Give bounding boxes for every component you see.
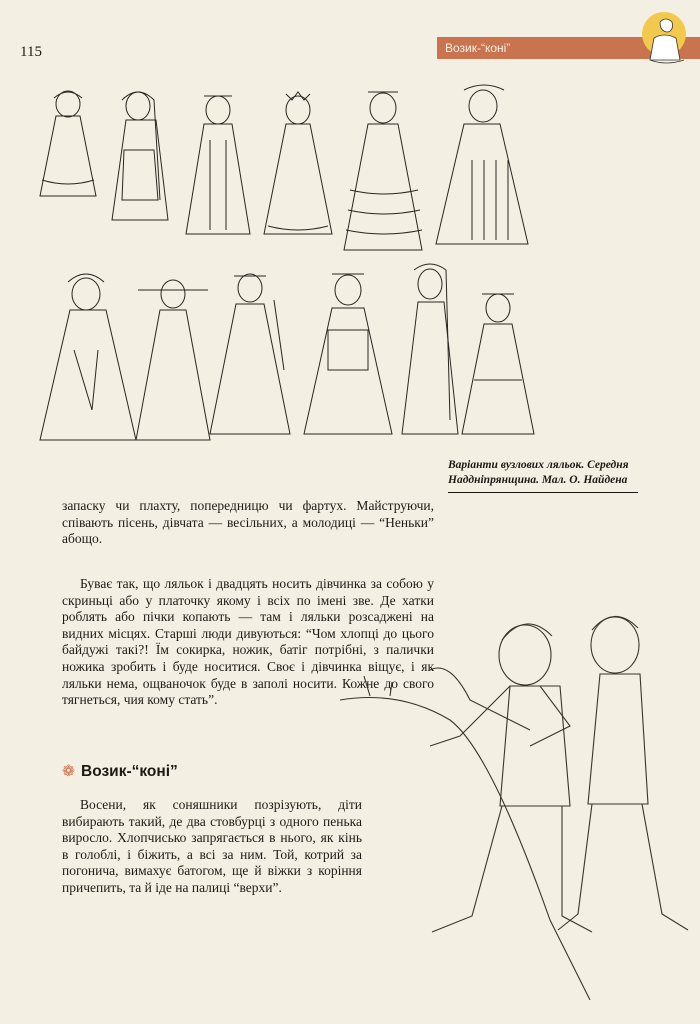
doll-drawing [210,274,290,434]
paragraph: запаску чи плахту, попередницю чи фартух. Майструючи, співають пісень, дівчата — весільних, а молодиці — “Неньки” абощо. [62,498,434,547]
doll-drawing [436,85,528,244]
knot-dolls-illustration [28,80,558,450]
doll-drawing [264,92,332,234]
doll-drawing [40,274,136,440]
paragraph-vozyk [62,797,362,897]
paragraph: Восени, як соняшники позрізують, діти вибирають такий, де два стовбурці з одного пенька виросло. Хлопчисько запрягається в нього, як кінь в голоблі, і біжить, а всі за ним. Той, котрий за погонича, вимахує батогом, ще й віжки з коріння причепить, та й іде на палиці “верхи”. [62,797,362,895]
figure-caption [448,458,638,493]
doll-drawing [136,280,210,440]
doll-drawing [40,91,96,196]
doll-drawing [186,96,250,234]
section-heading [62,762,178,781]
flower-icon: ❁ [62,763,75,780]
doll-drawing [304,274,392,434]
boys-playing-illustration [330,600,700,1000]
logo-body [650,35,680,60]
publisher-logo [640,8,692,68]
running-header: Возик-“коні” [437,37,700,59]
sunflower-stalk-drawing [340,668,590,1000]
boy-front-drawing [430,624,592,932]
doll-drawing [112,92,168,220]
section-title: Возик-“коні” [81,763,178,780]
paragraph-continuation [62,498,434,548]
doll-drawing [402,264,458,434]
boy-back-drawing [558,616,688,930]
doll-drawing [462,294,534,434]
caption-line: Наддніпрянщина. Мал. О. Найдена [448,474,628,486]
page-number: 115 [20,44,42,60]
paragraph: Буває так, що ляльок і двадцять носить дівчинка за собою у скриньці або у платочку якому і всіх по імені зве. Де хатки роблять або пічки копають — там і ляльки розсаджені на видних місцях. Старші люди дивуються: “Чом хлопці до цього байдужі такі?! Їм сокирка, ножик, батіг потрібні, з палички ножика зробить і буде носитися. Своє і дівчинка віщує, і як ляльки нема, ощваночок буде в заполі носити. Кожне до свого тягнеться, чия кому стать”. [62,576,434,708]
caption-line: Варіанти вузлових ляльок. Середня [448,459,629,471]
doll-drawing [344,92,422,250]
